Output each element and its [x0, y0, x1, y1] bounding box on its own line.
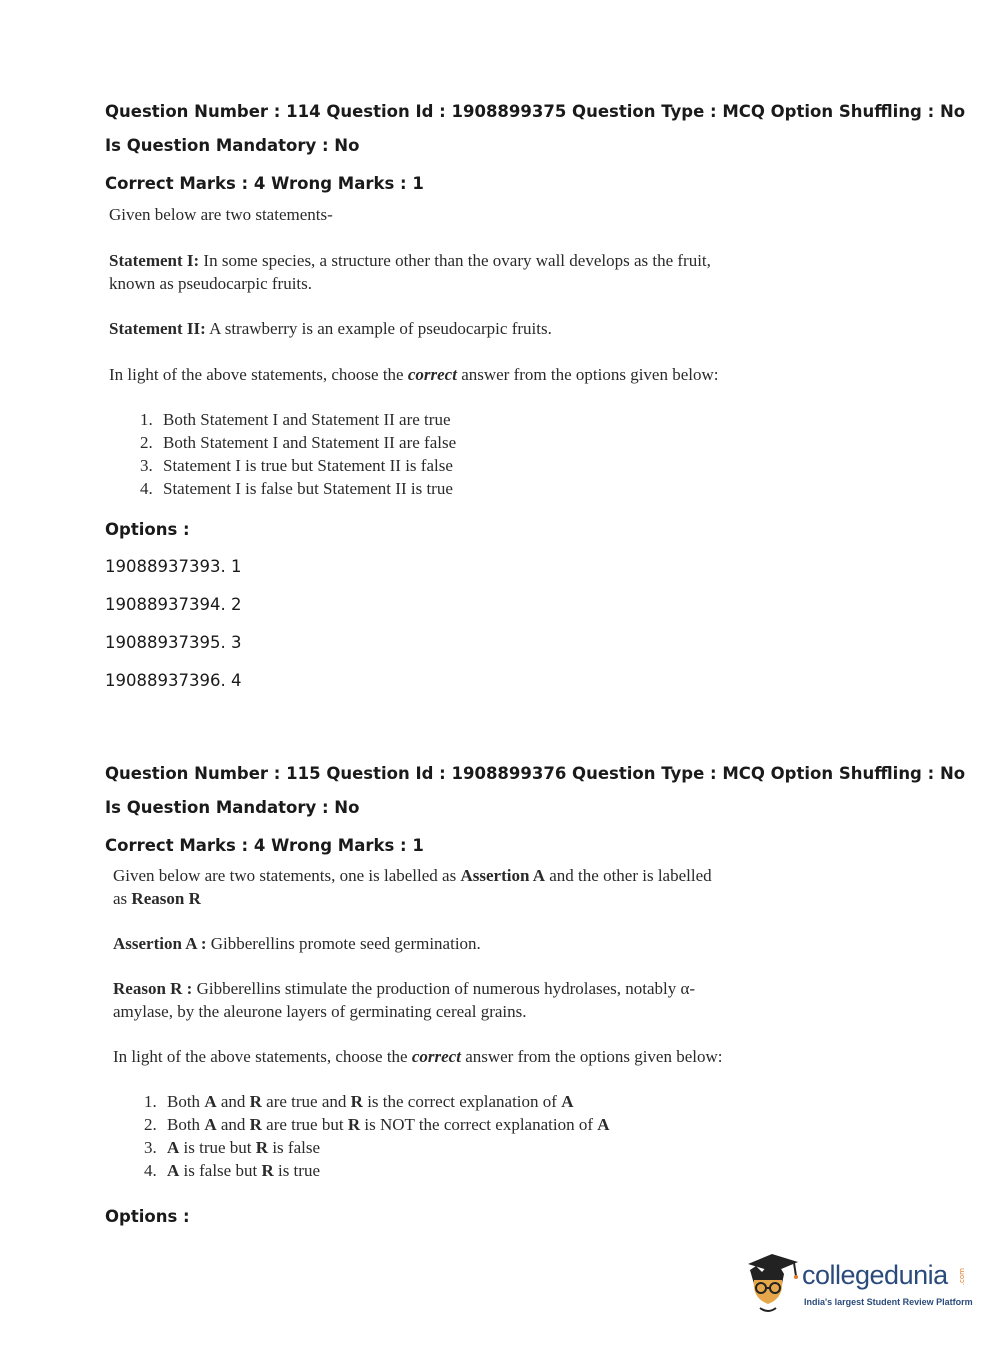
question-114: [105, 102, 965, 691]
statement-1: [109, 249, 729, 295]
prompt-emphasis: correct: [411, 1047, 461, 1066]
prompt-text: In light of the above statements, choose the: [109, 365, 408, 384]
choice-item: 4. Statement I is false but Statement II is true: [157, 477, 965, 500]
statement-1-label: Statement I:: [109, 251, 200, 270]
statement-2-text: A strawberry is an example of pseudocarpic fruits.: [205, 319, 552, 338]
choice-item: 2. Both Statement I and Statement II are false: [157, 431, 965, 454]
question-prompt: [109, 363, 965, 386]
intro-reason: Reason R: [131, 889, 201, 908]
assertion-text: Gibberellins promote seed germination.: [206, 934, 481, 953]
statement-2-label: Statement II:: [109, 319, 206, 338]
assertion: [113, 932, 965, 955]
question-115: [105, 764, 965, 1226]
option-item: 19088937396. 4: [105, 671, 242, 690]
choice-item: 1. Both Statement I and Statement II are true: [157, 408, 965, 431]
option-item: 19088937395. 3: [105, 633, 242, 652]
choice-item: 3. A is true but R is false: [161, 1136, 965, 1159]
statement-1-text: In some species, a structure other than the ovary wall develops as the fruit, known as pseudocarpic fruits.: [109, 251, 711, 293]
choice-item: 3. Statement I is true but Statement II is false: [157, 454, 965, 477]
option-item: 19088937393. 1: [105, 557, 242, 576]
question-mandatory: Is Question Mandatory : No: [105, 136, 360, 155]
question-marks: Correct Marks : 4 Wrong Marks : 1: [105, 836, 424, 855]
reason-label: Reason R :: [113, 979, 193, 998]
question-intro: [113, 864, 713, 910]
intro-text: Given below are two statements, one is labelled as: [113, 866, 461, 885]
assertion-label: Assertion A :: [113, 934, 207, 953]
question-body: [113, 864, 965, 1182]
choice-list: [109, 408, 965, 500]
choice-item: 4. A is false but R is true: [161, 1159, 965, 1182]
intro-text-mid: and the other is labelled as: [113, 866, 712, 908]
question-header: Question Number : 114 Question Id : 1908899375 Question Type : MCQ Option Shuffling : No: [105, 102, 966, 121]
choice-item: 1. Both A and R are true and R is the correct explanation of A: [161, 1090, 965, 1113]
choice-item: 2. Both A and R are true but R is NOT the correct explanation of A: [161, 1113, 965, 1136]
question-marks: Correct Marks : 4 Wrong Marks : 1: [105, 174, 424, 193]
logo-suffix: .com: [958, 1268, 966, 1286]
statement-2: [109, 317, 965, 340]
question-intro: Given below are two statements-: [109, 205, 333, 224]
reason-text: Gibberellins stimulate the production of numerous hydrolases, notably α-amylase, by the aleurone layers of germinating cereal grains.: [113, 979, 696, 1021]
collegedunia-logo: [742, 1250, 972, 1322]
choice-list: [113, 1090, 965, 1182]
question-body: [109, 203, 965, 500]
prompt-emphasis: correct: [407, 365, 457, 384]
question-prompt: [113, 1045, 965, 1068]
question-header: Question Number : 115 Question Id : 1908899376 Question Type : MCQ Option Shuffling : No: [105, 764, 966, 783]
logo-tagline: India's largest Student Review Platform: [804, 1297, 973, 1307]
reason: [113, 977, 733, 1023]
prompt-text: In light of the above statements, choose the: [113, 1047, 412, 1066]
options-title: Options :: [105, 520, 190, 539]
intro-assertion: Assertion A: [460, 866, 545, 885]
question-mandatory: Is Question Mandatory : No: [105, 798, 360, 817]
prompt-text-end: answer from the options given below:: [460, 1047, 723, 1066]
logo-wordmark: collegedunia: [802, 1260, 948, 1290]
options-title: Options :: [105, 1207, 190, 1226]
prompt-text-end: answer from the options given below:: [456, 365, 719, 384]
mascot-icon: [742, 1250, 802, 1322]
option-item: 19088937394. 2: [105, 595, 242, 614]
